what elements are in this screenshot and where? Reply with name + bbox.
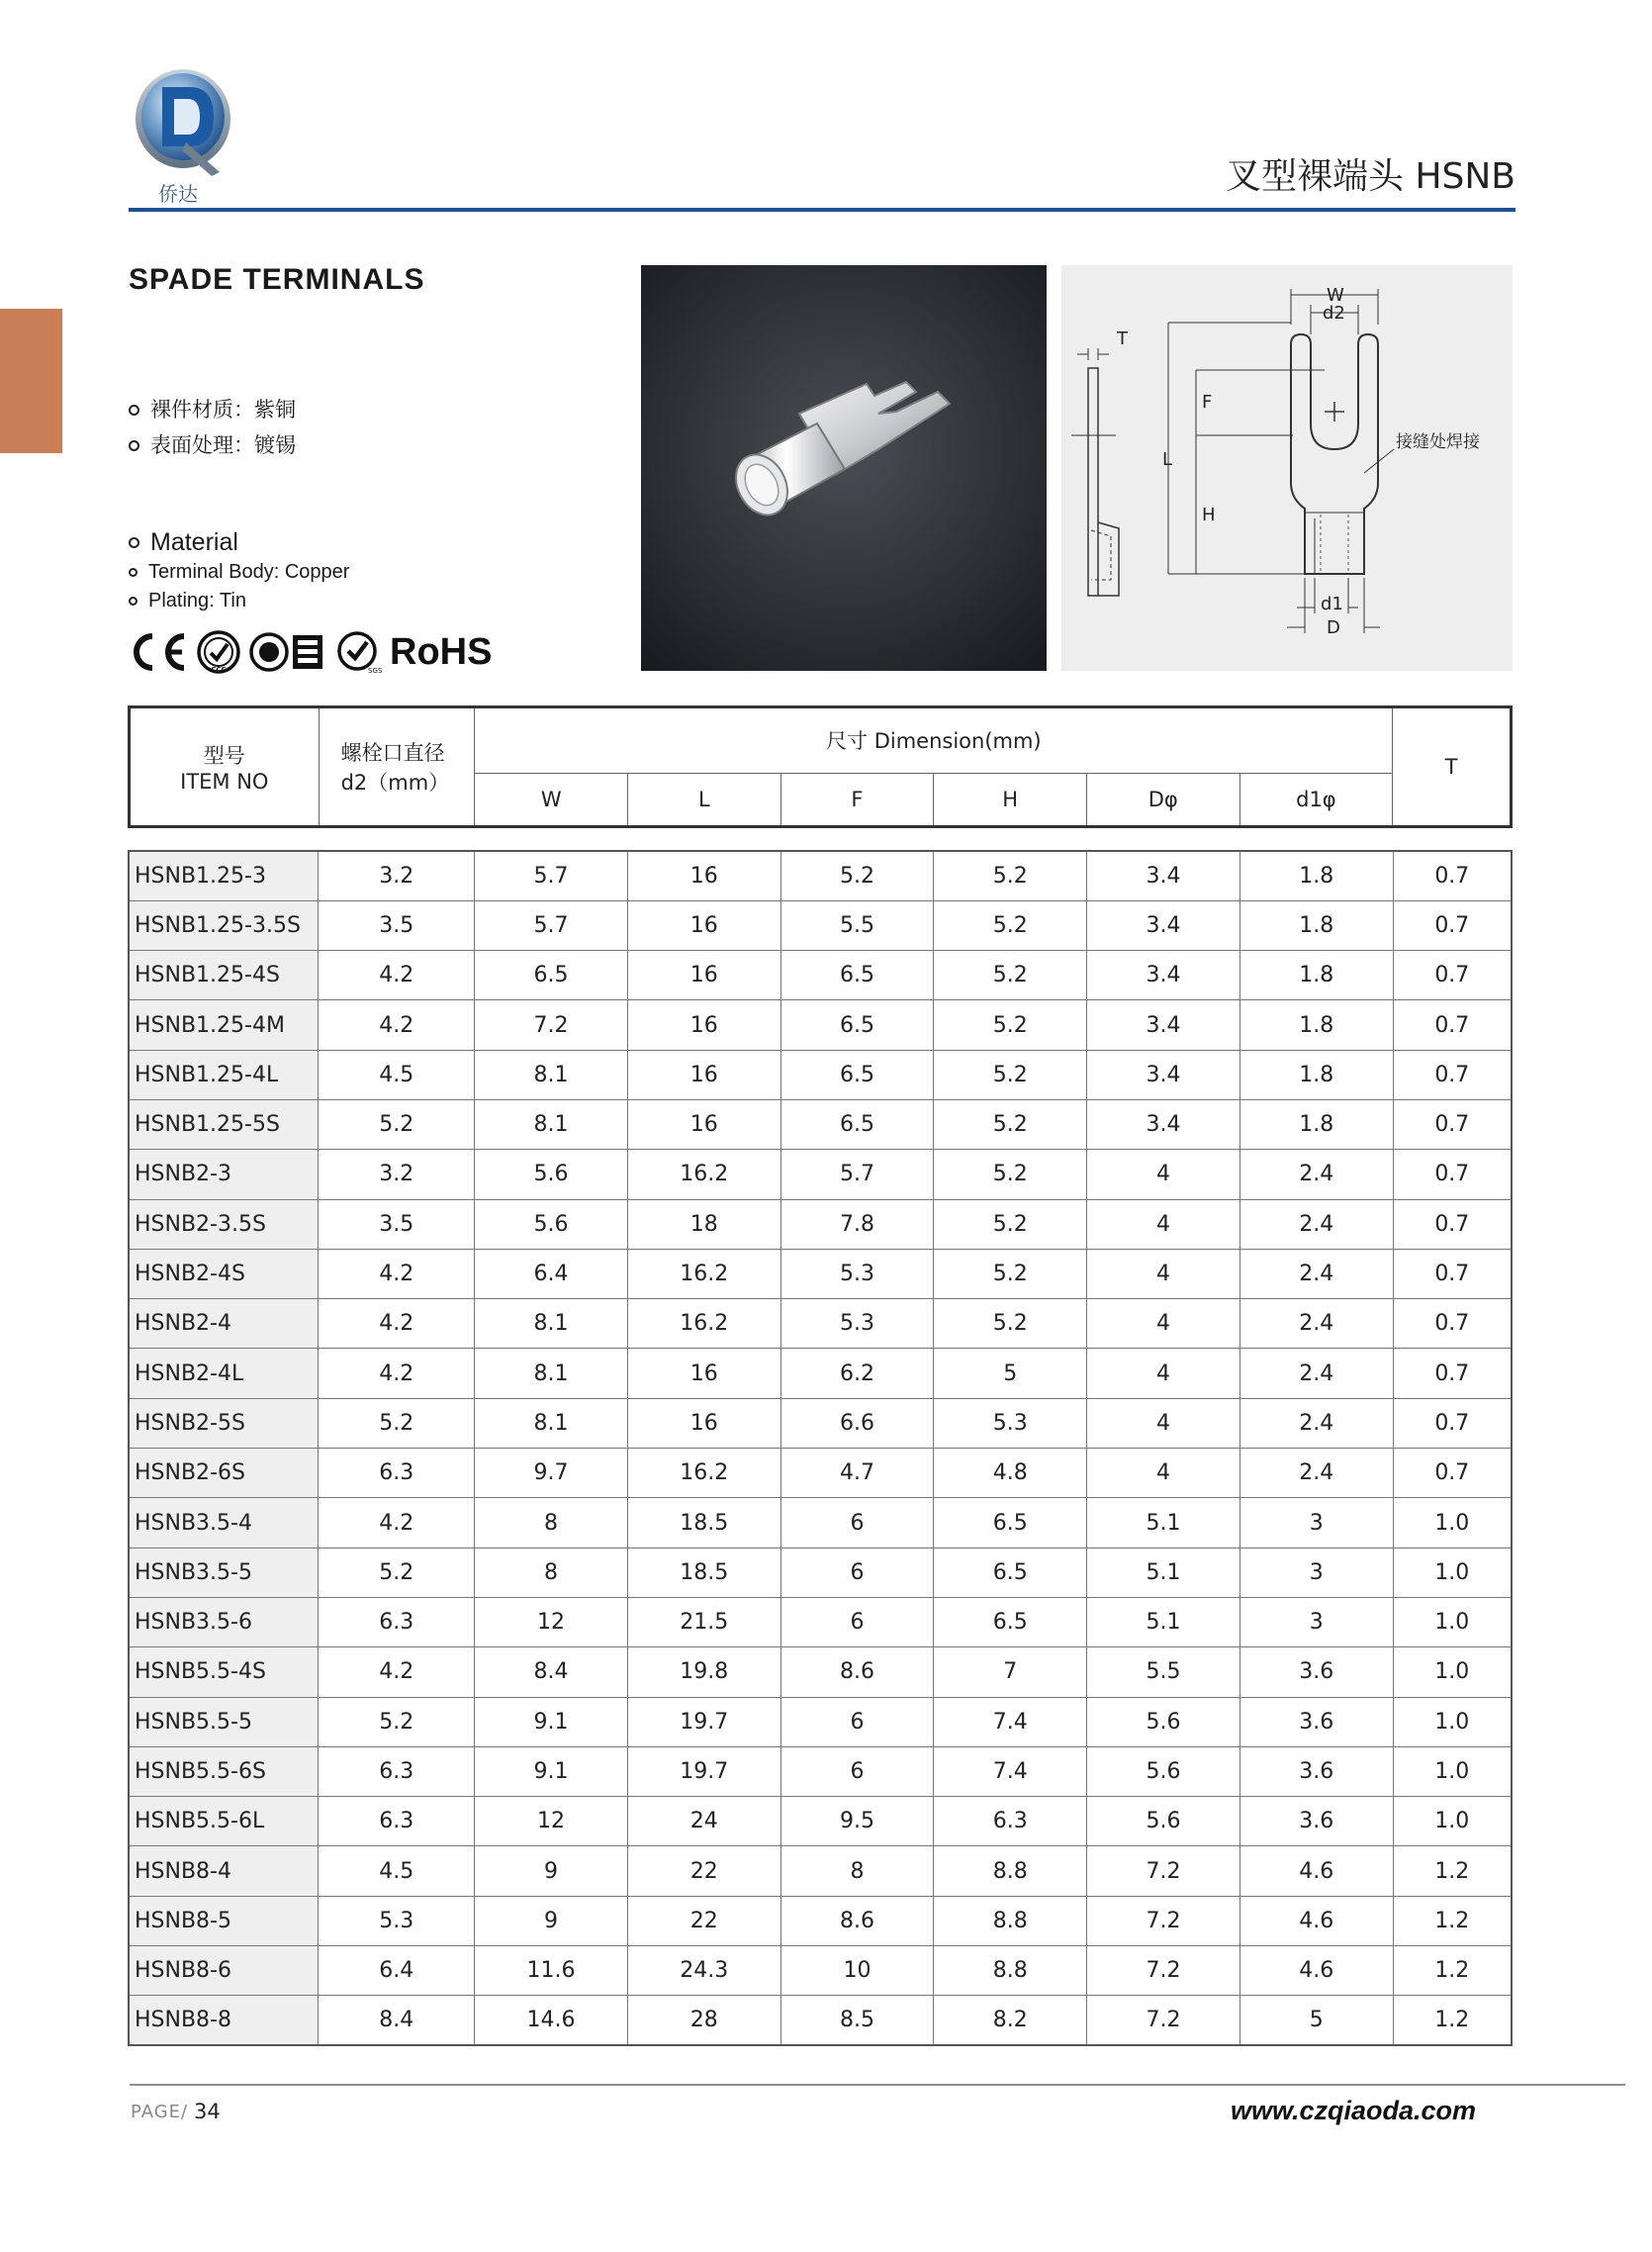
table-cell: 5.6 bbox=[475, 1150, 628, 1199]
table-cell: 4 bbox=[1087, 1398, 1240, 1448]
table-cell: 4 bbox=[1087, 1349, 1240, 1398]
table-cell: 8.2 bbox=[934, 1996, 1087, 2045]
table-cell: 4.2 bbox=[319, 1249, 475, 1298]
table-cell: 3 bbox=[1239, 1548, 1393, 1597]
table-cell: 6.4 bbox=[319, 1946, 475, 1996]
table-cell: 1.8 bbox=[1239, 900, 1393, 950]
table-cell: 4 bbox=[1087, 1150, 1240, 1199]
table-cell: 7.2 bbox=[1087, 1896, 1240, 1945]
table-cell: 5.2 bbox=[319, 1398, 475, 1448]
cell-item-no: HSNB5.5-6S bbox=[129, 1746, 319, 1796]
table-row bbox=[129, 1099, 1512, 1149]
svg-text:Q: Q bbox=[182, 125, 184, 126]
table-cell: 0.7 bbox=[1393, 1000, 1512, 1050]
table-cell: 4 bbox=[1087, 1299, 1240, 1349]
table-cell: 8.4 bbox=[475, 1647, 628, 1697]
table-cell: 4.8 bbox=[934, 1449, 1087, 1498]
table-cell: 4.6 bbox=[1239, 1946, 1393, 1996]
table-row bbox=[129, 1996, 1512, 2045]
cell-item-no: HSNB1.25-4M bbox=[129, 1000, 319, 1050]
table-cell: 3.4 bbox=[1087, 1000, 1240, 1050]
table-cell: 3.4 bbox=[1087, 951, 1240, 1000]
table-cell: 3.6 bbox=[1239, 1647, 1393, 1697]
table-cell: 6 bbox=[780, 1746, 934, 1796]
table-cell: 3.6 bbox=[1239, 1797, 1393, 1846]
logo-emblem-icon bbox=[129, 61, 237, 190]
bullet-icon bbox=[129, 597, 138, 606]
table-cell: 4 bbox=[1087, 1449, 1240, 1498]
table-cell: 5.1 bbox=[1087, 1498, 1240, 1548]
table-cell: 5.5 bbox=[1087, 1647, 1240, 1697]
table-cell: 0.7 bbox=[1393, 1398, 1512, 1448]
table-cell: 4.2 bbox=[319, 1299, 475, 1349]
cell-item-no: HSNB8-6 bbox=[129, 1946, 319, 1996]
table-row bbox=[129, 1050, 1512, 1099]
table-cell: 4.6 bbox=[1239, 1846, 1393, 1896]
svg-text:D: D bbox=[1327, 617, 1340, 638]
table-cell: 4.2 bbox=[319, 951, 475, 1000]
table-cell: 5.7 bbox=[780, 1150, 934, 1199]
table-cell: 3.5 bbox=[319, 900, 475, 950]
table-row bbox=[129, 951, 1512, 1000]
table-cell: 1.8 bbox=[1239, 851, 1393, 900]
table-cell: 7.2 bbox=[475, 1000, 628, 1050]
table-cell: 4 bbox=[1087, 1249, 1240, 1298]
table-cell: 4.6 bbox=[1239, 1896, 1393, 1945]
table-cell: 1.8 bbox=[1239, 951, 1393, 1000]
header-d1: d1φ bbox=[1239, 773, 1393, 826]
table-cell: 6 bbox=[780, 1597, 934, 1646]
table-cell: 6.5 bbox=[780, 1000, 934, 1050]
svg-text:W: W bbox=[1327, 285, 1344, 306]
table-cell: 8.4 bbox=[319, 1996, 475, 2045]
table-cell: 12 bbox=[475, 1597, 628, 1646]
table-row bbox=[129, 1946, 1512, 1996]
table-cell: 5.7 bbox=[475, 900, 628, 950]
table-cell: 3.4 bbox=[1087, 1099, 1240, 1149]
table-cell: 5.3 bbox=[319, 1896, 475, 1945]
header-t: T bbox=[1393, 707, 1512, 827]
table-cell: 1.0 bbox=[1393, 1746, 1512, 1796]
table-cell: 28 bbox=[627, 1996, 780, 2045]
cell-item-no: HSNB1.25-3.5S bbox=[129, 900, 319, 950]
table-cell: 8 bbox=[780, 1846, 934, 1896]
table-cell: 19.7 bbox=[627, 1746, 780, 1796]
header-item-no: 型号 ITEM NO bbox=[130, 707, 320, 827]
table-cell: 4.2 bbox=[319, 1000, 475, 1050]
table-row bbox=[129, 1746, 1512, 1796]
table-cell: 16.2 bbox=[627, 1150, 780, 1199]
table-row bbox=[129, 851, 1512, 900]
table-cell: 2.4 bbox=[1239, 1249, 1393, 1298]
cell-item-no: HSNB2-4 bbox=[129, 1299, 319, 1349]
cell-item-no: HSNB8-4 bbox=[129, 1846, 319, 1896]
table-cell: 5.2 bbox=[934, 851, 1087, 900]
table-cell: 8.5 bbox=[780, 1996, 934, 2045]
table-cell: 5.7 bbox=[475, 851, 628, 900]
table-cell: 2.4 bbox=[1239, 1398, 1393, 1448]
table-row bbox=[129, 1249, 1512, 1298]
table-cell: 4.5 bbox=[319, 1050, 475, 1099]
table-cell: 1.8 bbox=[1239, 1099, 1393, 1149]
table-cell: 7.4 bbox=[934, 1746, 1087, 1796]
table-row bbox=[129, 900, 1512, 950]
table-cell: 19.8 bbox=[627, 1647, 780, 1697]
bullet-icon bbox=[129, 568, 138, 577]
table-cell: 5 bbox=[1239, 1996, 1393, 2045]
table-row bbox=[129, 1150, 1512, 1199]
header-f: F bbox=[780, 773, 934, 826]
table-cell: 14.6 bbox=[475, 1996, 628, 2045]
table-cell: 16.2 bbox=[627, 1299, 780, 1349]
table-row bbox=[129, 1597, 1512, 1646]
table-cell: 8.1 bbox=[475, 1099, 628, 1149]
cell-item-no: HSNB2-4S bbox=[129, 1249, 319, 1298]
table-cell: 16 bbox=[627, 1099, 780, 1149]
header-dimension: 尺寸 Dimension(mm) bbox=[475, 707, 1393, 774]
table-cell: 8.6 bbox=[780, 1896, 934, 1945]
table-cell: 6.3 bbox=[934, 1797, 1087, 1846]
table-cell: 6.5 bbox=[934, 1597, 1087, 1646]
table-cell: 1.0 bbox=[1393, 1647, 1512, 1697]
table-cell: 16.2 bbox=[627, 1249, 780, 1298]
website-link[interactable]: www.czqiaoda.com bbox=[1231, 2096, 1477, 2125]
table-row bbox=[129, 1000, 1512, 1050]
cell-item-no: HSNB5.5-6L bbox=[129, 1797, 319, 1846]
header-bolt-diameter: 螺栓口直径 d2（mm） bbox=[319, 707, 475, 827]
table-cell: 9.7 bbox=[475, 1449, 628, 1498]
table-cell: 24.3 bbox=[627, 1946, 780, 1996]
table-cell: 5.6 bbox=[1087, 1797, 1240, 1846]
table-cell: 2.4 bbox=[1239, 1199, 1393, 1249]
table-cell: 5.3 bbox=[780, 1249, 934, 1298]
header-w: W bbox=[475, 773, 628, 826]
table-cell: 2.4 bbox=[1239, 1349, 1393, 1398]
table-cell: 12 bbox=[475, 1797, 628, 1846]
svg-text:d2: d2 bbox=[1323, 303, 1345, 324]
table-cell: 6.5 bbox=[475, 951, 628, 1000]
cell-item-no: HSNB2-5S bbox=[129, 1398, 319, 1448]
table-cell: 6.6 bbox=[780, 1398, 934, 1448]
cell-item-no: HSNB3.5-4 bbox=[129, 1498, 319, 1548]
rohs-mark: RoHS bbox=[390, 630, 493, 673]
table-cell: 4.2 bbox=[319, 1349, 475, 1398]
table-cell: 1.0 bbox=[1393, 1597, 1512, 1646]
table-cell: 6.5 bbox=[934, 1548, 1087, 1597]
product-photo bbox=[641, 265, 1047, 671]
side-color-tab bbox=[0, 309, 62, 453]
table-cell: 5 bbox=[934, 1349, 1087, 1398]
table-cell: 8.8 bbox=[934, 1846, 1087, 1896]
table-cell: 4 bbox=[1087, 1199, 1240, 1249]
table-cell: 24 bbox=[627, 1797, 780, 1846]
table-row bbox=[129, 1697, 1512, 1746]
ce-mark-icon bbox=[127, 630, 188, 674]
table-cell: 21.5 bbox=[627, 1597, 780, 1646]
table-cell: 4.2 bbox=[319, 1498, 475, 1548]
cell-item-no: HSNB3.5-5 bbox=[129, 1548, 319, 1597]
table-cell: 7.8 bbox=[780, 1199, 934, 1249]
spec-cn-item: 表面处理：镀锡 bbox=[129, 427, 296, 463]
table-cell: 1.8 bbox=[1239, 1050, 1393, 1099]
cell-item-no: HSNB8-8 bbox=[129, 1996, 319, 2045]
table-cell: 8.8 bbox=[934, 1896, 1087, 1945]
table-cell: 18.5 bbox=[627, 1548, 780, 1597]
table-cell: 4.5 bbox=[319, 1846, 475, 1896]
table-cell: 7.2 bbox=[1087, 1996, 1240, 2045]
table-cell: 5.2 bbox=[934, 951, 1087, 1000]
table-cell: 0.7 bbox=[1393, 1099, 1512, 1149]
table-cell: 5.6 bbox=[1087, 1746, 1240, 1796]
cell-item-no: HSNB2-4L bbox=[129, 1349, 319, 1398]
table-row bbox=[129, 1846, 1512, 1896]
page-label: PAGE/ bbox=[131, 2102, 189, 2122]
table-cell: 11.6 bbox=[475, 1946, 628, 1996]
cell-item-no: HSNB1.25-4L bbox=[129, 1050, 319, 1099]
cqc-mark-icon bbox=[249, 629, 326, 675]
spec-cn-item: 裸件材质：紫铜 bbox=[129, 392, 296, 427]
table-cell: 6.5 bbox=[934, 1498, 1087, 1548]
table-cell: 2.4 bbox=[1239, 1449, 1393, 1498]
table-cell: 5.6 bbox=[1087, 1697, 1240, 1746]
table-cell: 6.2 bbox=[780, 1349, 934, 1398]
table-cell: 0.7 bbox=[1393, 1150, 1512, 1199]
page-number: 34 bbox=[194, 2100, 221, 2123]
cell-item-no: HSNB5.5-5 bbox=[129, 1697, 319, 1746]
table-cell: 1.2 bbox=[1393, 1896, 1512, 1945]
table-cell: 3.4 bbox=[1087, 1050, 1240, 1099]
table-cell: 8 bbox=[475, 1498, 628, 1548]
table-cell: 5.2 bbox=[934, 1199, 1087, 1249]
table-cell: 0.7 bbox=[1393, 900, 1512, 950]
table-cell: 18.5 bbox=[627, 1498, 780, 1548]
bullet-icon bbox=[129, 537, 139, 548]
table-cell: 22 bbox=[627, 1846, 780, 1896]
table-cell: 5.3 bbox=[934, 1398, 1087, 1448]
table-cell: 5.2 bbox=[780, 851, 934, 900]
table-cell: 9 bbox=[475, 1846, 628, 1896]
table-cell: 3.5 bbox=[319, 1199, 475, 1249]
table-cell: 0.7 bbox=[1393, 851, 1512, 900]
svg-text:L: L bbox=[1162, 449, 1173, 470]
cell-item-no: HSNB8-5 bbox=[129, 1896, 319, 1945]
table-cell: 5.5 bbox=[780, 900, 934, 950]
svg-text:H: H bbox=[1202, 505, 1216, 525]
svg-text:F: F bbox=[1202, 392, 1213, 413]
svg-text:CCC: CCC bbox=[211, 666, 227, 674]
table-cell: 1.2 bbox=[1393, 1996, 1512, 2045]
table-cell: 16 bbox=[627, 851, 780, 900]
footer-divider bbox=[130, 2084, 1625, 2086]
header-d: Dφ bbox=[1086, 773, 1239, 826]
svg-text:SGS: SGS bbox=[368, 667, 383, 675]
table-cell: 1.2 bbox=[1393, 1846, 1512, 1896]
table-cell: 5.2 bbox=[934, 900, 1087, 950]
table-cell: 8.1 bbox=[475, 1398, 628, 1448]
specs-cn bbox=[129, 392, 296, 463]
bullet-icon bbox=[129, 405, 139, 416]
cell-item-no: HSNB3.5-6 bbox=[129, 1597, 319, 1646]
table-cell: 6.3 bbox=[319, 1746, 475, 1796]
table-cell: 1.2 bbox=[1393, 1946, 1512, 1996]
table-cell: 1.8 bbox=[1239, 1000, 1393, 1050]
table-cell: 7.4 bbox=[934, 1697, 1087, 1746]
table-row bbox=[129, 1797, 1512, 1846]
section-title: SPADE TERMINALS bbox=[129, 263, 425, 296]
table-cell: 1.0 bbox=[1393, 1797, 1512, 1846]
table-cell: 7.2 bbox=[1087, 1846, 1240, 1896]
table-cell: 9.1 bbox=[475, 1746, 628, 1796]
table-cell: 9.5 bbox=[780, 1797, 934, 1846]
table-cell: 3 bbox=[1239, 1498, 1393, 1548]
header-divider bbox=[129, 208, 1515, 212]
table-cell: 6.3 bbox=[319, 1797, 475, 1846]
cell-item-no: HSNB2-3.5S bbox=[129, 1199, 319, 1249]
svg-text:T: T bbox=[1117, 328, 1128, 349]
page-title: 叉型裸端头 HSNB bbox=[1226, 156, 1515, 197]
table-cell: 6.3 bbox=[319, 1449, 475, 1498]
table-cell: 3.2 bbox=[319, 1150, 475, 1199]
table-cell: 3 bbox=[1239, 1597, 1393, 1646]
table-cell: 1.0 bbox=[1393, 1498, 1512, 1548]
table-cell: 3.4 bbox=[1087, 851, 1240, 900]
table-cell: 6 bbox=[780, 1548, 934, 1597]
table-cell: 5.2 bbox=[934, 1099, 1087, 1149]
table-cell: 10 bbox=[780, 1946, 934, 1996]
spec-table-header bbox=[128, 705, 1513, 828]
spec-en-item: Plating: Tin bbox=[129, 587, 349, 615]
table-cell: 8.1 bbox=[475, 1349, 628, 1398]
header-h: H bbox=[934, 773, 1087, 826]
table-cell: 6.3 bbox=[319, 1597, 475, 1646]
table-cell: 8.6 bbox=[780, 1647, 934, 1697]
table-row bbox=[129, 1647, 1512, 1697]
table-cell: 5.2 bbox=[934, 1000, 1087, 1050]
table-cell: 3.2 bbox=[319, 851, 475, 900]
table-cell: 6 bbox=[780, 1697, 934, 1746]
table-cell: 2.4 bbox=[1239, 1150, 1393, 1199]
table-cell: 16 bbox=[627, 1050, 780, 1099]
table-cell: 5.2 bbox=[934, 1050, 1087, 1099]
table-cell: 0.7 bbox=[1393, 1349, 1512, 1398]
header-l: L bbox=[628, 773, 781, 826]
table-cell: 5.2 bbox=[934, 1249, 1087, 1298]
table-cell: 5.2 bbox=[934, 1150, 1087, 1199]
table-cell: 5.3 bbox=[780, 1299, 934, 1349]
table-cell: 0.7 bbox=[1393, 951, 1512, 1000]
table-cell: 0.7 bbox=[1393, 1199, 1512, 1249]
cell-item-no: HSNB1.25-4S bbox=[129, 951, 319, 1000]
table-cell: 0.7 bbox=[1393, 1299, 1512, 1349]
table-cell: 0.7 bbox=[1393, 1249, 1512, 1298]
table-row bbox=[129, 1548, 1512, 1597]
table-cell: 16 bbox=[627, 1398, 780, 1448]
svg-text:接缝处焊接: 接缝处焊接 bbox=[1396, 432, 1480, 452]
table-row bbox=[129, 1299, 1512, 1349]
table-cell: 1.0 bbox=[1393, 1548, 1512, 1597]
table-row bbox=[129, 1498, 1512, 1548]
table-cell: 6.5 bbox=[780, 1099, 934, 1149]
spec-en-item: Terminal Body: Copper bbox=[129, 558, 349, 587]
table-cell: 16 bbox=[627, 1000, 780, 1050]
table-row bbox=[129, 1199, 1512, 1249]
table-cell: 0.7 bbox=[1393, 1449, 1512, 1498]
table-cell: 16.2 bbox=[627, 1449, 780, 1498]
cell-item-no: HSNB1.25-3 bbox=[129, 851, 319, 900]
spec-table bbox=[128, 850, 1513, 2046]
table-cell: 3.6 bbox=[1239, 1746, 1393, 1796]
cell-item-no: HSNB5.5-4S bbox=[129, 1647, 319, 1697]
table-cell: 5.1 bbox=[1087, 1597, 1240, 1646]
table-cell: 8 bbox=[475, 1548, 628, 1597]
cell-item-no: HSNB2-3 bbox=[129, 1150, 319, 1199]
cell-item-no: HSNB1.25-5S bbox=[129, 1099, 319, 1149]
table-cell: 6.5 bbox=[780, 951, 934, 1000]
table-cell: 5.2 bbox=[319, 1697, 475, 1746]
table-cell: 6.4 bbox=[475, 1249, 628, 1298]
table-row bbox=[129, 1449, 1512, 1498]
table-cell: 0.7 bbox=[1393, 1050, 1512, 1099]
table-cell: 4.7 bbox=[780, 1449, 934, 1498]
table-cell: 16 bbox=[627, 1349, 780, 1398]
table-cell: 9.1 bbox=[475, 1697, 628, 1746]
table-cell: 8.1 bbox=[475, 1050, 628, 1099]
table-cell: 19.7 bbox=[627, 1697, 780, 1746]
logo-subtitle: 侨达 bbox=[158, 182, 198, 206]
table-cell: 18 bbox=[627, 1199, 780, 1249]
table-cell: 2.4 bbox=[1239, 1299, 1393, 1349]
table-cell: 22 bbox=[627, 1896, 780, 1945]
table-cell: 7 bbox=[934, 1647, 1087, 1697]
table-cell: 8.8 bbox=[934, 1946, 1087, 1996]
table-cell: 5.2 bbox=[319, 1548, 475, 1597]
certification-marks bbox=[127, 629, 492, 675]
table-cell: 5.1 bbox=[1087, 1548, 1240, 1597]
sgs-mark-icon bbox=[334, 629, 383, 675]
bullet-icon bbox=[129, 440, 139, 451]
table-cell: 3.4 bbox=[1087, 900, 1240, 950]
table-cell: 6.5 bbox=[780, 1050, 934, 1099]
table-cell: 6 bbox=[780, 1498, 934, 1548]
table-row bbox=[129, 1896, 1512, 1945]
table-cell: 5.2 bbox=[319, 1099, 475, 1149]
ccc-mark-icon bbox=[196, 629, 241, 675]
table-cell: 4.2 bbox=[319, 1647, 475, 1697]
table-cell: 16 bbox=[627, 900, 780, 950]
dimension-drawing bbox=[1061, 265, 1513, 671]
specs-en bbox=[129, 526, 349, 615]
table-cell: 3.6 bbox=[1239, 1697, 1393, 1746]
table-cell: 9 bbox=[475, 1896, 628, 1945]
table-row bbox=[129, 1349, 1512, 1398]
table-row bbox=[129, 1398, 1512, 1448]
spec-en-heading: Material bbox=[129, 526, 349, 558]
table-cell: 16 bbox=[627, 951, 780, 1000]
table-cell: 5.6 bbox=[475, 1199, 628, 1249]
cell-item-no: HSNB2-6S bbox=[129, 1449, 319, 1498]
svg-text:d1: d1 bbox=[1321, 594, 1343, 614]
table-cell: 7.2 bbox=[1087, 1946, 1240, 1996]
table-cell: 8.1 bbox=[475, 1299, 628, 1349]
table-cell: 1.0 bbox=[1393, 1697, 1512, 1746]
table-cell: 5.2 bbox=[934, 1299, 1087, 1349]
